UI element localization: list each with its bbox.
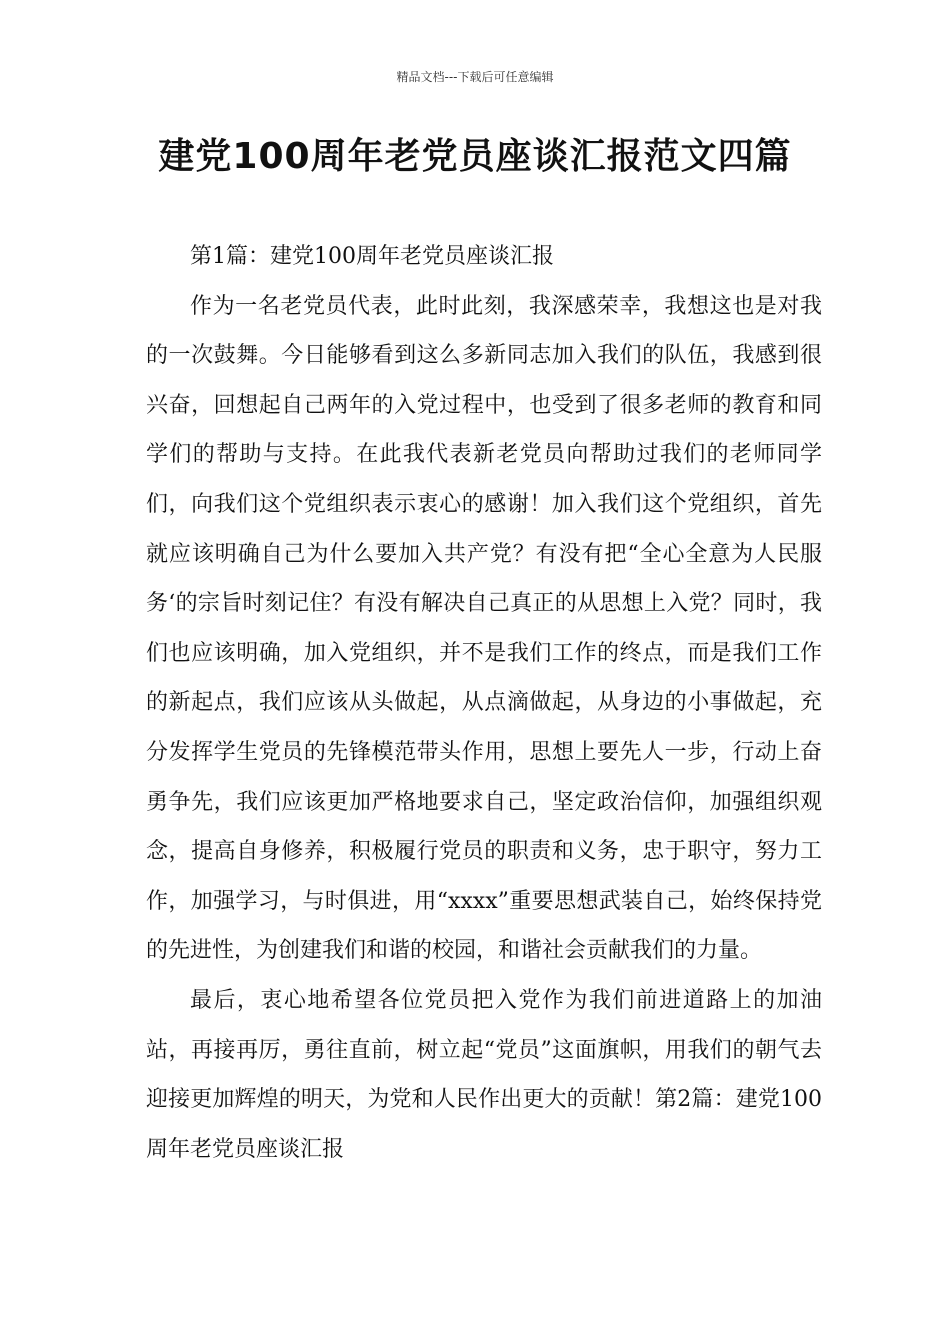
document-title: 建党100周年老党员座谈汇报范文四篇 [158,136,792,177]
body-paragraph-2: 最后，衷心地希望各位党员把入党作为我们前进道路上的加油站，再接再厉，勇往直前，树立起“党员”这面旗帜，用我们的朝气去迎接更加辉煌的明天，为党和人民作出更大的贡献！第2篇：建党100周年老党员座谈汇报 [146,987,822,1162]
body-paragraph-1: 作为一名老党员代表，此时此刻，我深感荣幸，我想这也是对我的一次鼓舞。今日能够看到这么多新同志加入我们的队伍，我感到很兴奋，回想起自己两年的入党过程中，也受到了很多老师的教育和同学们的帮助与支持。在此我代表新老党员向帮助过我们的老师同学们，向我们这个党组织表示衷心的感谢！加入我们这个党组织，首先就应该明确自己为什么要加入共产党？有没有把“全心全意为人民服务‘的宗旨时刻记住？有没有解决自己真正的从思想上入党？同时，我们也应该明确，加入党组织，并不是我们工作的终点，而是我们工作的新起点，我们应该从头做起，从点滴做起，从身边的小事做起，充分发挥学生党员的先锋模范带头作用，思想上要先人一步，行动上奋勇争先，我们应该更加严格地要求自己，坚定政治信仰，加强组织观念，提高自身修养，积极履行党员的职责和义务，忠于职守，努力工作，加强学习，与时俱进，用“xxxx”重要思想武装自己，始终保持党的先进性，为创建我们和谐的校园，和谐社会贡献我们的力量。 [146,293,822,964]
document-body [146,232,822,1174]
section-heading: 第1篇：建党100周年老党员座谈汇报 [190,244,554,269]
header-note: 精品文档---下载后可任意编辑 [396,70,554,84]
